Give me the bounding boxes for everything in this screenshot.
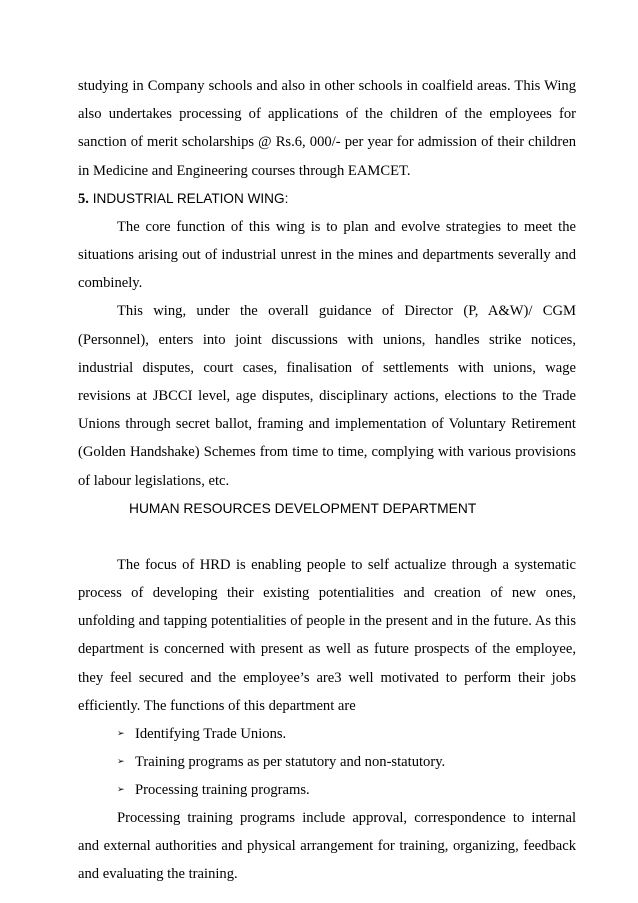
paragraph-processing-training: Processing training programs include approval, correspondence to internal and external authorities and physical arrangement for training, organizing, feedback and evaluating the training. (78, 810, 576, 883)
section-number: 5. (78, 190, 89, 207)
list-item (78, 720, 576, 748)
list-item (78, 748, 576, 776)
section-title: INDUSTRIAL RELATION WING: (92, 190, 289, 206)
department-heading: HUMAN RESOURCES DEVELOPMENT DEPARTMENT (129, 500, 477, 516)
paragraph-wing-duties: This wing, under the overall guidance of Director (P, A&W)/ CGM (Personnel), enters into joint discussions with unions, handles strike notices, industrial disputes, court cases, finalisation of settlements with unions, wage revisions at JBCCI level, age disputes, disciplinary actions, elections to the Trade Unions through secret ballot, framing and implementation of Voluntary Retirement (Golden Handshake) Schemes from time to time, complying with various provisions of labour legislations, etc. (78, 303, 576, 489)
list-item (78, 776, 576, 804)
list-item-label: Training programs as per statutory and non-statutory. (135, 754, 446, 771)
paragraph-core-function: The core function of this wing is to plan and evolve strategies to meet the situations arising out of industrial unrest in the mines and departments severally and combinely. (78, 218, 576, 292)
list-item-label: Processing training programs. (135, 782, 310, 799)
arrow-bullet-icon: ➢ (117, 785, 125, 796)
arrow-bullet-icon: ➢ (117, 729, 125, 740)
paragraph-hrd-focus: The focus of HRD is enabling people to self actualize through a systematic process of developing their existing potentialities and creation of new ones, unfolding and tapping potentialities of people in the present and in the future. As this department is concerned with present as well as future prospects of the employee, they feel secured and the employee’s are3 well motivated to perform their jobs efficiently. The functions of this department are (78, 556, 576, 714)
arrow-bullet-icon: ➢ (117, 757, 125, 768)
paragraph-scholarships: studying in Company schools and also in other schools in coalfield areas. This Wing also undertakes processing of applications of the children of the employees for sanction of merit scholarships @ Rs.6, 000/- per year for admission of their children in Medicine and Engineering courses through EAMCET. (78, 78, 576, 179)
list-item-label: Identifying Trade Unions. (135, 726, 287, 743)
section-heading (78, 185, 576, 213)
blank-line (78, 523, 576, 551)
functions-list (78, 720, 576, 804)
